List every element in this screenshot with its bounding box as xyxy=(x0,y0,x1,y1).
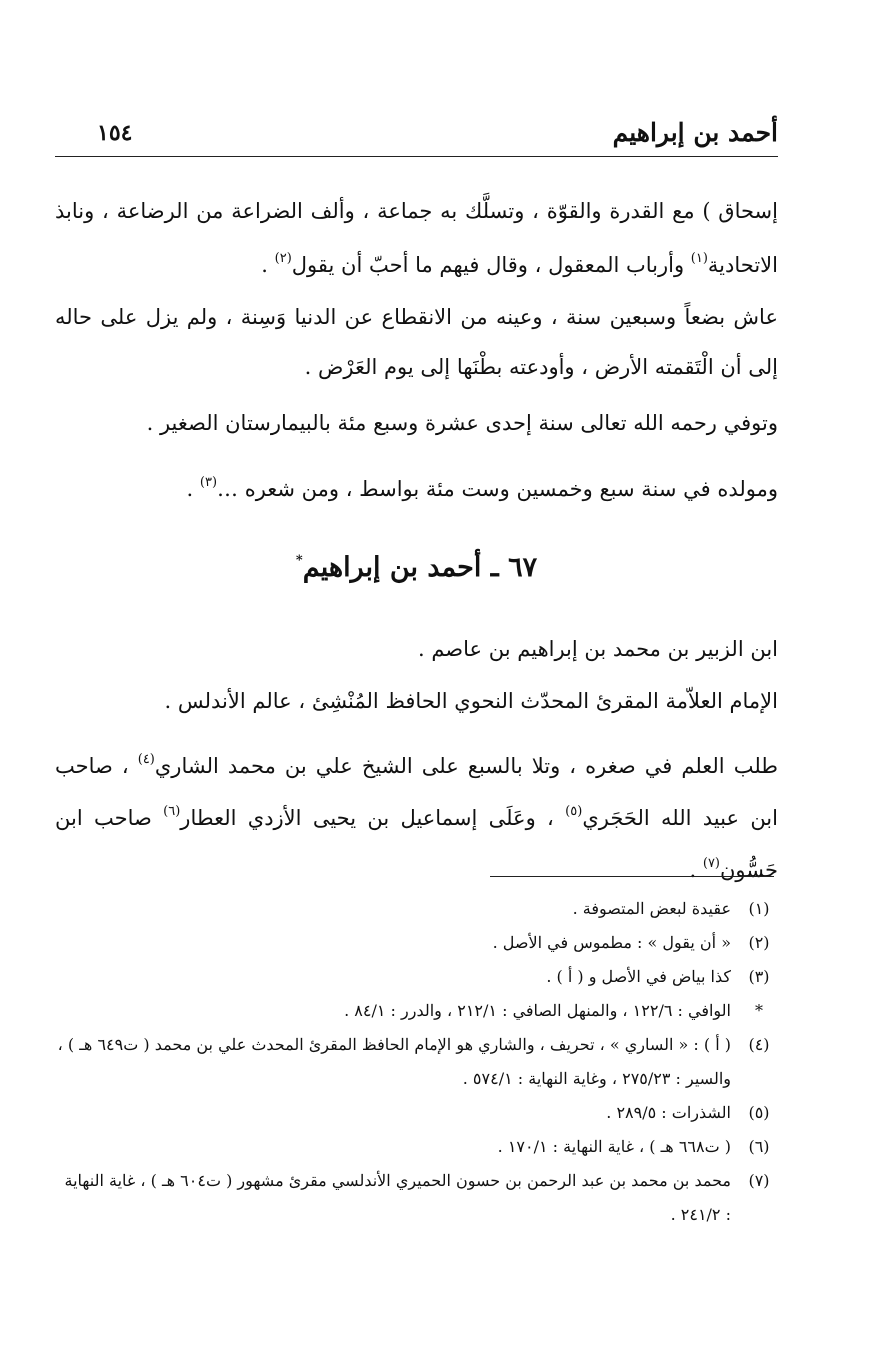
footnote-mark: (٧) xyxy=(748,1171,770,1190)
footnote-7 xyxy=(55,1164,781,1232)
intro-text-b: وأرباب المعقول ، وقال فيهم ما أحبّ أن يقول xyxy=(291,253,691,277)
footnote-ref-5[interactable]: (٥) xyxy=(565,804,583,819)
birth-text: ومولده في سنة سبع وخمسين وست مئة بواسط ، ومن شعره … xyxy=(217,477,778,501)
study-text-c: ، وعَلَى إسماعيل بن يحيى الأزدي العطار xyxy=(180,806,566,830)
footnote-text: عقيدة لبعض المتصوفة . xyxy=(572,899,731,918)
lineage-paragraph xyxy=(55,626,778,672)
footnote-3 xyxy=(55,960,781,994)
footnote-text: كذا بياض في الأصل و ( أ ) . xyxy=(546,967,731,986)
study-text-e: . xyxy=(689,858,703,882)
entry-heading-star[interactable]: * xyxy=(295,553,303,568)
entry-heading-text: ٦٧ ـ أحمد بن إبراهيم xyxy=(302,552,538,583)
death-text: وتوفي رحمه الله تعالى سنة إحدى عشرة وسبع مئة بالبيمارستان الصغير . xyxy=(146,411,778,435)
footnote-ref-4[interactable]: (٤) xyxy=(137,752,155,767)
footnote-ref-1[interactable]: (١) xyxy=(690,251,708,266)
running-head-title: أحمد بن إبراهيم xyxy=(612,118,778,147)
footnote-ref-3[interactable]: (٣) xyxy=(199,475,218,490)
footnote-ref-7[interactable]: (٧) xyxy=(702,856,720,871)
footnote-4 xyxy=(55,1028,781,1096)
imam-text: الإمام العلاّمة المقرئ المحدّث النحوي الحافظ المُنْشِئ ، عالم الأندلس . xyxy=(164,689,778,713)
footnote-1 xyxy=(55,892,781,926)
footnote-mark: (٢) xyxy=(748,933,770,952)
footnote-mark: (٣) xyxy=(748,967,770,986)
footnote-mark: * xyxy=(755,1001,763,1020)
footnote-mark: (٥) xyxy=(748,1103,770,1122)
study-text-b: ، صاحب ابن عبيد الله الحَجَري xyxy=(55,754,778,830)
intro-text-a: إسحاق ) مع القدرة والقوّة ، وتسلَّك به جماعة ، وألف الضراعة من الرضاعة ، ونابذ الاتحادية xyxy=(55,199,778,277)
footnote-separator xyxy=(490,876,774,877)
footnote-text: « أن يقول » : مطموس في الأصل . xyxy=(492,933,731,952)
footnote-ref-2[interactable]: (٢) xyxy=(274,251,292,266)
intro-text-c: . xyxy=(261,253,275,277)
page-number: ١٥٤ xyxy=(97,120,133,146)
footnote-text: محمد بن محمد بن عبد الرحمن بن حسون الحميري الأندلسي مقرئ مشهور ( ت٦٠٤ هـ ) ، غاية النهاية : ٢٤١/٢ . xyxy=(64,1171,731,1224)
footnote-mark: (٦) xyxy=(748,1137,770,1156)
study-text-a: طلب العلم في صغره ، وتلا بالسبع على الشيخ علي بن محمد الشاري xyxy=(154,754,778,778)
footnote-ref-6[interactable]: (٦) xyxy=(163,804,181,819)
header-rule xyxy=(55,156,778,157)
entry-heading xyxy=(55,552,778,583)
study-paragraph xyxy=(55,738,778,894)
footnote-text: ( أ ) : « الساري » ، تحريف ، والشاري هو الإمام الحافظ المقرئ المحدث علي بن محمد ( ت٦٤٩ هـ ) ، والسير : ٢٧٥/٢٣ ، وغاية النهاية : ٥٧٤/١ . xyxy=(57,1035,731,1088)
life-text: عاش بضعاً وسبعين سنة ، وعينه من الانقطاع عن الدنيا وَسِنة ، ولم يزل على حاله إلى أن الْتَقمته الأرض ، وأودعته بطْنَها إلى يوم العَرْض . xyxy=(55,305,778,379)
footnote-5 xyxy=(55,1096,781,1130)
intro-paragraph xyxy=(55,186,778,290)
running-head xyxy=(55,118,778,158)
lineage-text: ابن الزبير بن محمد بن إبراهيم بن عاصم . xyxy=(417,637,778,661)
footnotes xyxy=(55,892,781,1232)
footnote-6 xyxy=(55,1130,781,1164)
birth-paragraph xyxy=(55,462,778,512)
footnote-star xyxy=(55,994,781,1028)
footnote-text: الشذرات : ٢٨٩/٥ . xyxy=(606,1103,731,1122)
footnote-text: ( ت٦٦٨ هـ ) ، غاية النهاية : ١٧٠/١ . xyxy=(497,1137,731,1156)
footnote-text: الوافي : ١٢٢/٦ ، والمنهل الصافي : ٢١٢/١ ، والدرر : ٨٤/١ . xyxy=(344,1001,731,1020)
footnote-mark: (١) xyxy=(748,899,770,918)
imam-paragraph xyxy=(55,678,778,724)
study-text-d: صاحب ابن حَسُّون xyxy=(55,806,778,882)
birth-end: . xyxy=(186,477,200,501)
life-paragraph xyxy=(55,292,778,392)
footnote-2 xyxy=(55,926,781,960)
footnote-mark: (٤) xyxy=(748,1035,770,1054)
death-paragraph xyxy=(55,400,778,446)
